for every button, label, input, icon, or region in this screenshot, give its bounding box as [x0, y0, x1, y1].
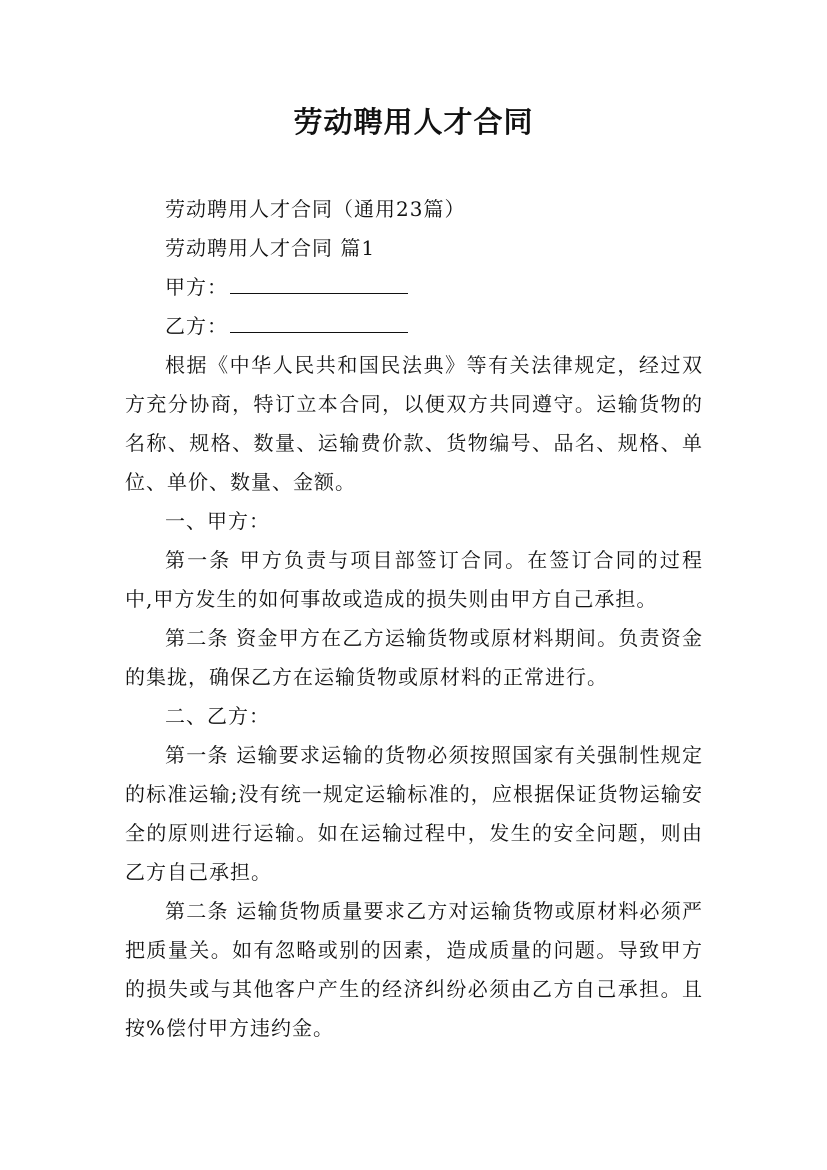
document-body	[125, 190, 703, 1048]
intro-paragraph: 根据《中华人民共和国民法典》等有关法律规定，经过双方充分协商，特订立本合同，以便双方共同遵守。运输货物的名称、规格、数量、运输费价款、货物编号、品名、规格、单位、单价、数量、金额。	[125, 353, 703, 494]
document-subtitle: 劳动聘用人才合同（通用23篇）	[165, 197, 466, 221]
party-a-blank	[230, 271, 408, 294]
section-a-heading: 一、甲方：	[165, 509, 270, 533]
section-b-article-2: 第二条 运输货物质量要求乙方对运输货物或原材料必须严把质量关。如有忽略或别的因素，造成质量的问题。导致甲方的损失或与其他客户产生的经济纠纷必须由乙方自己承担。且按%偿付甲方违约金。	[125, 899, 703, 1040]
section-a-article-1: 第一条 甲方负责与项目部签订合同。在签订合同的过程中,甲方发生的如何事故或造成的损失则由甲方自己承担。	[125, 548, 703, 611]
party-b-label: 乙方：	[165, 314, 228, 338]
chapter-heading: 劳动聘用人才合同 篇1	[165, 236, 376, 260]
section-a-article-2: 第二条 资金甲方在乙方运输货物或原材料期间。负责资金的集拢，确保乙方在运输货物或原材料的正常进行。	[125, 626, 703, 689]
party-a-label: 甲方：	[165, 275, 228, 299]
section-b-heading: 二、乙方：	[165, 704, 270, 728]
section-b-article-1: 第一条 运输要求运输的货物必须按照国家有关强制性规定的标准运输;没有统一规定运输标准的，应根据保证货物运输安全的原则进行运输。如在运输过程中，发生的安全问题，则由乙方自己承担。	[125, 743, 703, 884]
party-a-line	[125, 268, 703, 307]
party-b-blank	[230, 310, 408, 333]
party-b-line	[125, 307, 703, 346]
document-title: 劳动聘用人才合同	[293, 105, 534, 139]
